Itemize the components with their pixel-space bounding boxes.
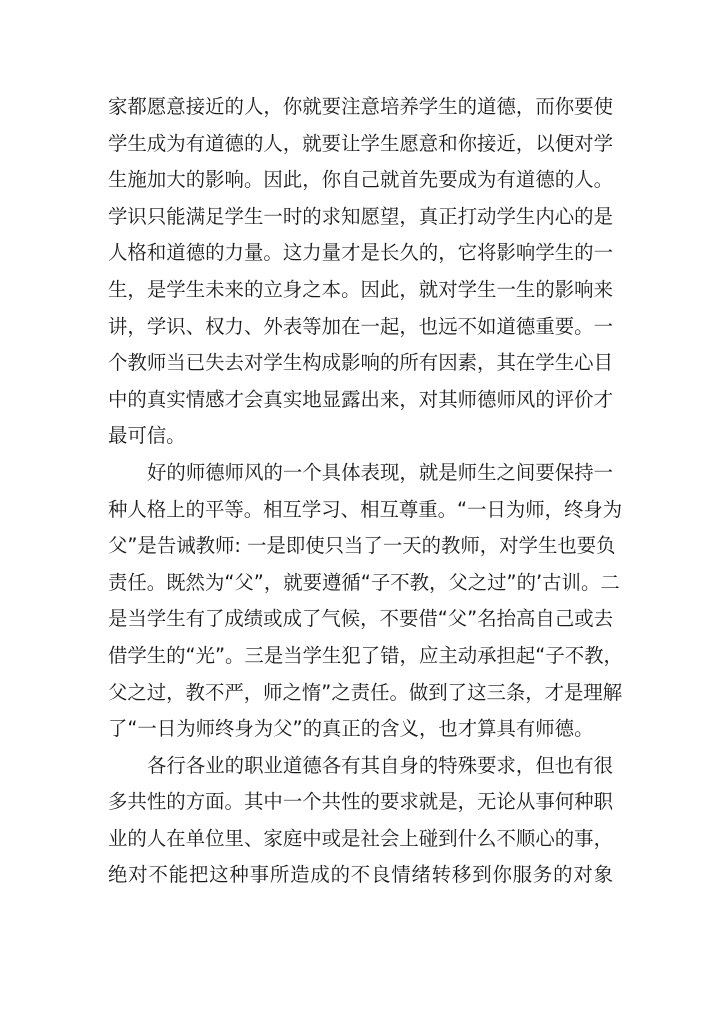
text-line: 学识只能满足学生一时的求知愿望，真正打动学生内心的是 [108,204,613,228]
text-line: 最可信。 [108,424,186,448]
text-line: 绝对不能把这种事所造成的不良情绪转移到你服务的对象 [108,863,613,887]
paragraph-first-line: 各行各业的职业道德各有其自身的特殊要求，但也有很 [147,753,613,777]
text-line: 业的人在单位里、家庭中或是社会上碰到什么不顺心的事， [108,826,613,850]
text-line: 生施加大的影响。因此，你自己就首先要成为有道德的人。 [108,168,613,192]
text-line: 个教师当已失去对学生构成影响的所有因素，其在学生心目 [108,351,613,375]
text-line: 学生成为有道德的人，就要让学生愿意和你接近，以便对学 [108,131,613,155]
text-line: 责任。既然为“父”，就要遵循“子不教，父之过”的’古训。二 [108,570,620,594]
text-line: 种人格上的平等。相互学习、相互尊重。“一日为师，终身为 [108,497,623,521]
text-line: 是当学生有了成绩或成了气候，不要借“父”名抬高自己或去 [108,607,613,631]
text-line: 中的真实情感才会真实地显露出来，对其师德师风的评价才 [108,387,613,411]
body-text [108,89,623,894]
text-line: 借学生的“光”。三是当学生犯了错，应主动承担起“子不教， [108,643,623,667]
text-line: 人格和道德的力量。这力量才是长久的，它将影响学生的一 [108,241,613,265]
text-line: 父之过，教不严，师之惰”之责任。做到了这三条，才是理解 [108,680,623,704]
text-line: 生，是学生未来的立身之本。因此，就对学生一生的影响来 [108,277,613,301]
text-line: 家都愿意接近的人，你就要注意培养学生的道德，而你要使 [108,95,613,118]
text-line: 多共性的方面。其中一个共性的要求就是，无论从事何种职 [108,790,613,814]
text-line: 父”是告诫教师: 一是即使只当了一天的教师，对学生也要负 [108,534,616,558]
text-line: 讲，学识、权力、外表等加在一起，也远不如道德重要。一 [108,314,613,338]
paragraph-first-line: 好的师德师风的一个具体表现，就是师生之间要保持一 [147,460,613,484]
text-line: 了“一日为师终身为父”的真正的含义，也才算具有师德。 [108,717,594,741]
